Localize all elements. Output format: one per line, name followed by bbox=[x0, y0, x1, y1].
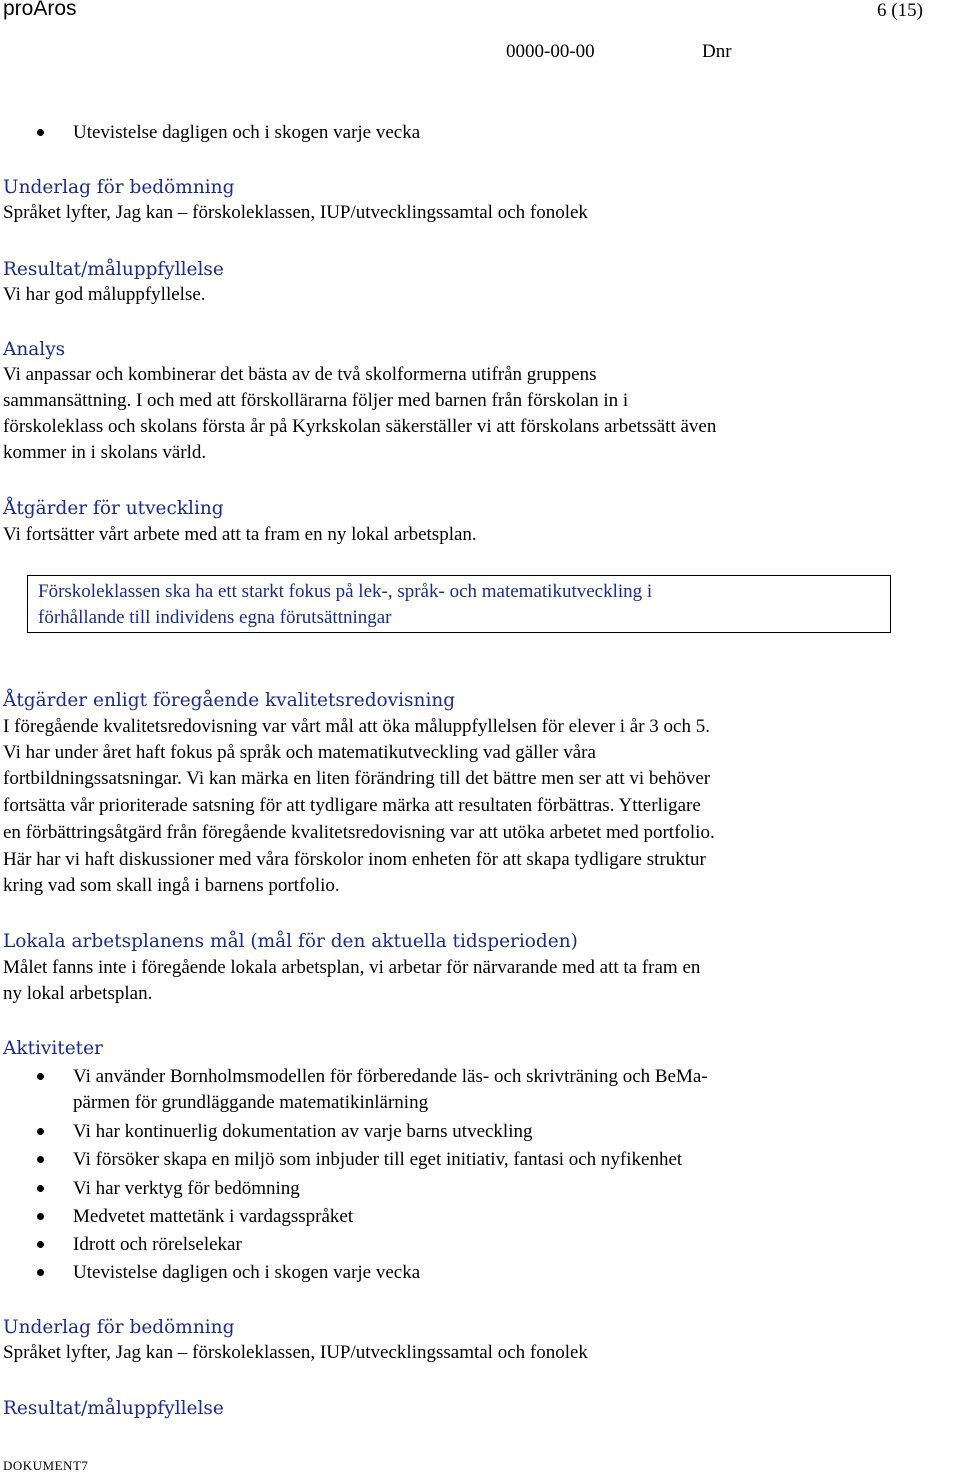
document-date: 0000-00-00 bbox=[506, 41, 595, 62]
list-item: Utevistelse dagligen och i skogen varje vecka bbox=[73, 1262, 421, 1283]
prev-line: Vi har under året haft fokus på språk och matematikutveckling vad gäller våra bbox=[3, 742, 596, 763]
resultat-heading: Resultat/måluppfyllelse bbox=[3, 1398, 224, 1419]
analys-heading: Analys bbox=[3, 339, 66, 360]
bullet-icon bbox=[37, 1128, 44, 1135]
lokala-line: ny lokal arbetsplan. bbox=[3, 983, 153, 1004]
prev-line: fortbildningssatsningar. Vi kan märka en liten förändring till det bättre men ser att vi behöver bbox=[3, 768, 711, 789]
list-item: Vi har kontinuerlig dokumentation av varje barns utveckling bbox=[73, 1121, 533, 1142]
list-item: Medvetet mattetänk i vardagsspråket bbox=[73, 1206, 354, 1227]
goal-box-line: Förskoleklassen ska ha ett starkt fokus på lek-, språk- och matematikutveckling i bbox=[38, 581, 653, 602]
prev-line: en förbättringsåtgärd från föregående kvalitetsredovisning var att utöka arbetet med portfolio. bbox=[3, 822, 715, 843]
underlag-text: Språket lyfter, Jag kan – förskoleklassen, IUP/utvecklingssamtal och fonolek bbox=[3, 202, 588, 223]
aktiviteter-heading: Aktiviteter bbox=[3, 1038, 103, 1059]
document-dnr: Dnr bbox=[702, 41, 732, 62]
atgarder-heading: Åtgärder för utveckling bbox=[3, 498, 224, 519]
prev-atgarder-heading: Åtgärder enligt föregående kvalitetsredovisning bbox=[3, 690, 456, 711]
document-footer: DOKUMENT7 bbox=[3, 1458, 89, 1473]
resultat-text: Vi har god måluppfyllelse. bbox=[3, 284, 206, 305]
list-item-continuation: pärmen för grundläggande matematikinlärning bbox=[73, 1092, 429, 1113]
list-item: Vi använder Bornholmsmodellen för förberedande läs- och skrivträning och BeMa- bbox=[73, 1066, 708, 1087]
list-item: Utevistelse dagligen och i skogen varje vecka bbox=[73, 122, 421, 143]
analys-line: sammansättning. I och med att förskollärarna följer med barnen från förskolan in i bbox=[3, 390, 629, 411]
brand-logo-text: proAros bbox=[3, 0, 77, 20]
bullet-icon bbox=[37, 1185, 44, 1192]
underlag-text: Språket lyfter, Jag kan – förskoleklassen, IUP/utvecklingssamtal och fonolek bbox=[3, 1342, 588, 1363]
bullet-icon bbox=[37, 129, 44, 136]
lokala-line: Målet fanns inte i föregående lokala arbetsplan, vi arbetar för närvarande med att ta fram en bbox=[3, 957, 701, 978]
goal-box-line: förhållande till individens egna förutsättningar bbox=[38, 607, 392, 628]
prev-line: fortsätta vår prioriterade satsning för att tydligare märka att resultaten förbättras. Ytterligare bbox=[3, 795, 701, 816]
list-item: Idrott och rörelselekar bbox=[73, 1234, 242, 1255]
goal-box bbox=[27, 575, 891, 633]
bullet-icon bbox=[37, 1241, 44, 1248]
bullet-icon bbox=[37, 1156, 44, 1163]
prev-line: kring vad som skall ingå i barnens portfolio. bbox=[3, 875, 340, 896]
analys-line: förskoleklass och skolans första år på Kyrkskolan säkerställer vi att förskolans arbetssätt även bbox=[3, 416, 717, 437]
analys-line: kommer in i skolans värld. bbox=[3, 442, 207, 463]
list-item: Vi försöker skapa en miljö som inbjuder till eget initiativ, fantasi och nyfikenhet bbox=[73, 1149, 683, 1170]
underlag-heading: Underlag för bedömning bbox=[3, 177, 235, 198]
bullet-icon bbox=[37, 1213, 44, 1220]
page-number: 6 (15) bbox=[877, 0, 923, 21]
resultat-heading: Resultat/måluppfyllelse bbox=[3, 259, 224, 280]
bullet-icon bbox=[37, 1073, 44, 1080]
list-item: Vi har verktyg för bedömning bbox=[73, 1178, 300, 1199]
prev-line: Här har vi haft diskussioner med våra förskolor inom enheten för att skapa tydligare struktur bbox=[3, 849, 706, 870]
analys-line: Vi anpassar och kombinerar det bästa av de två skolformerna utifrån gruppens bbox=[3, 364, 597, 385]
prev-line: I föregående kvalitetsredovisning var vårt mål att öka måluppfyllelsen för elever i år 3 och 5. bbox=[3, 716, 710, 737]
underlag-heading: Underlag för bedömning bbox=[3, 1317, 235, 1338]
atgarder-text: Vi fortsätter vårt arbete med att ta fram en ny lokal arbetsplan. bbox=[3, 524, 477, 545]
bullet-icon bbox=[37, 1269, 44, 1276]
lokala-mal-heading: Lokala arbetsplanens mål (mål för den aktuella tidsperioden) bbox=[3, 931, 578, 952]
